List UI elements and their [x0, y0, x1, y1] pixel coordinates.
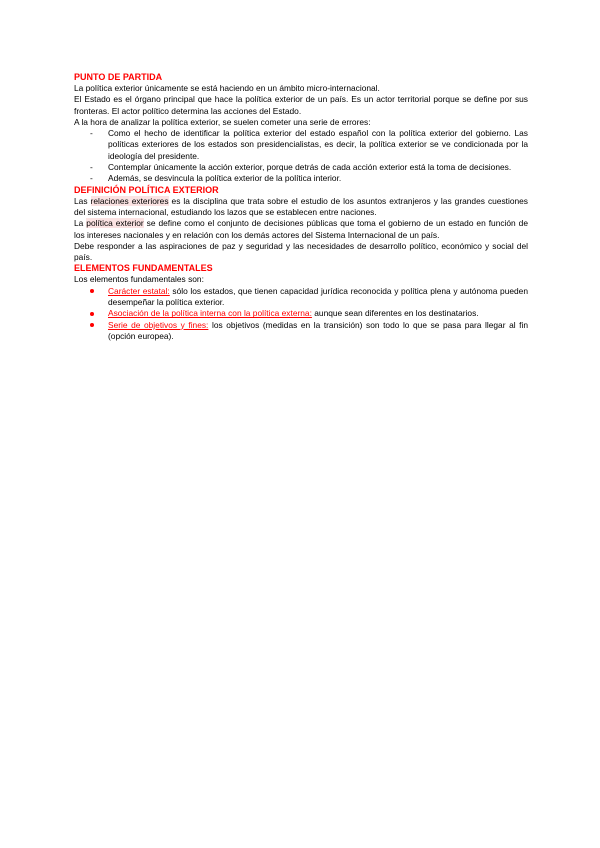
text: La — [74, 218, 87, 229]
heading-punto-de-partida: PUNTO DE PARTIDA — [74, 72, 163, 82]
element-text: sólo los estados, que tienen capacidad jurídica reconocida y política plena y autónoma pueden desempeñar la política exterior. — [108, 285, 528, 308]
list-item — [74, 162, 528, 173]
paragraph: Debe responder a las aspiraciones de paz y seguridad y las necesidades de desarrollo político, económico y social del país. — [74, 240, 528, 263]
paragraph — [74, 218, 528, 241]
list-item — [74, 320, 528, 343]
element-term: Asociación de la política interna con la política externa: — [108, 308, 312, 319]
paragraph: El Estado es el órgano principal que hace la política exterior de un país. Es un actor territorial porque se define por sus fronteras. El actor político determina las acciones del Estado. — [74, 94, 528, 116]
dash-bullet: - — [90, 128, 93, 139]
list-item — [74, 308, 528, 319]
list-item — [74, 173, 528, 184]
dash-bullet: - — [90, 162, 93, 173]
highlighted-term: relaciones exteriores — [90, 195, 169, 206]
heading-elementos: ELEMENTOS FUNDAMENTALES — [74, 263, 213, 274]
paragraph: A la hora de analizar la política exterior, se suelen cometer una serie de errores: — [74, 116, 371, 127]
document-content — [74, 72, 528, 342]
element-term: Carácter estatal: — [108, 285, 170, 296]
list-item-text: Además, se desvincula la política exterior de la política interior. — [108, 173, 342, 184]
list-item — [74, 128, 528, 162]
paragraph: Los elementos fundamentales son: — [74, 274, 204, 285]
text: se define como el conjunto de decisiones públicas que toma el gobierno de un estado en función de los intereses nacionales y en relación con los demás actores del Sistema Internacional de un país. — [74, 218, 528, 240]
element-term: Serie de objetivos y fines: — [108, 319, 209, 330]
dash-bullet: - — [90, 173, 93, 184]
list-item — [74, 286, 528, 309]
errors-list — [74, 128, 528, 184]
paragraph — [74, 196, 528, 219]
list-item-text: Contemplar únicamente la acción exterior, porque detrás de cada acción exterior está la toma de decisiones. — [108, 162, 512, 173]
element-text: aunque sean diferentes en los destinatarios. — [311, 308, 479, 319]
bullet-dot-icon — [90, 312, 94, 316]
bullet-dot-icon — [90, 289, 94, 293]
elements-list — [74, 286, 528, 342]
heading-definicion: DEFINICIÓN POLÍTICA EXTERIOR — [74, 184, 219, 195]
paragraph: La política exterior únicamente se está haciendo en un ámbito micro-internacional. — [74, 83, 380, 93]
highlighted-term: política exterior — [86, 218, 144, 229]
text: Las — [74, 195, 91, 206]
list-item-text: Como el hecho de identificar la política exterior del estado español con la política exterior del gobierno. Las políticas exteriores de los estados son presidencialistas, es decir, la política exterior se ve condicionada por la ideología del presidente. — [108, 128, 528, 161]
element-text: los objetivos (medidas en la transición) son todo lo que se pasa para llegar al fin (opción europea). — [108, 319, 529, 341]
text: es la disciplina que trata sobre el estudio de los asuntos extranjeros y las grandes cuestiones del sistema internacional, estudiando los lazos que se establecen entre naciones. — [74, 195, 528, 217]
bullet-dot-icon — [90, 323, 94, 327]
